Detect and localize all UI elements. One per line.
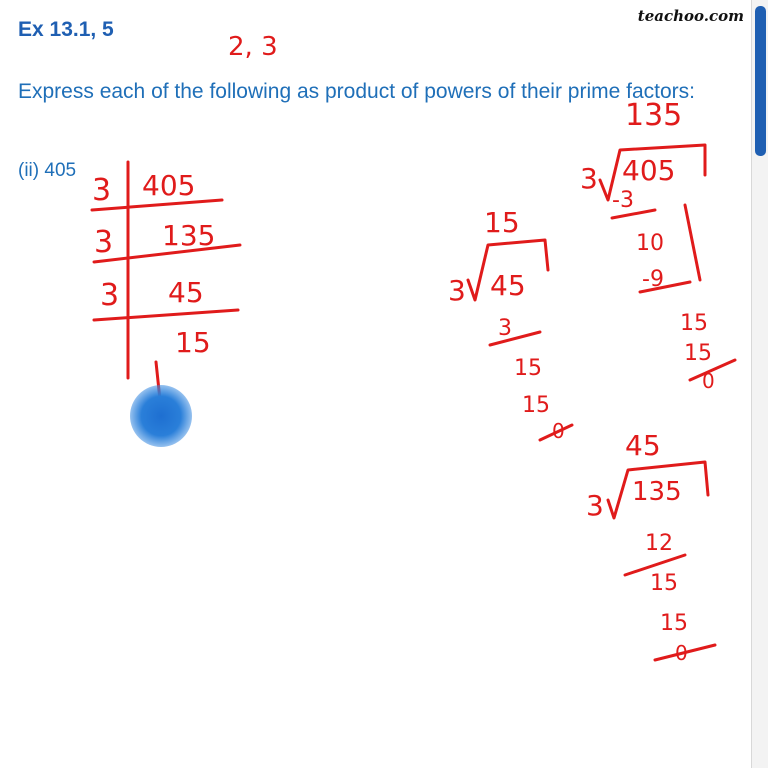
ladder-divisor-3: 3 [100, 278, 120, 313]
division-45-quotient: 15 [484, 206, 520, 239]
ladder-value-15: 15 [175, 326, 211, 359]
division-405-divisor: 3 [580, 162, 598, 195]
division-45-step-2: 15 [514, 356, 542, 381]
division-405-step-3: -9 [642, 267, 664, 292]
division-405-step-2: 10 [636, 231, 664, 256]
division-45-step-3: 15 [522, 393, 550, 418]
ladder-divisor-1: 3 [92, 173, 112, 208]
division-135-divisor: 3 [586, 489, 604, 522]
pen-cursor [130, 385, 192, 447]
question-text: Express each of the following as product of powers of their prime factors: [18, 80, 695, 103]
division-405-arrow [685, 205, 700, 280]
division-45-dividend: 45 [490, 269, 526, 302]
division-135-dividend: 135 [632, 477, 682, 507]
division-405-quotient: 135 [625, 98, 683, 133]
division-135-quotient: 45 [625, 429, 661, 462]
division-135-step-4: 0 [675, 641, 688, 665]
division-45-step-1: 3 [498, 316, 512, 341]
top-note: 2, 3 [228, 32, 278, 62]
brand-logo: teachoo.com [637, 7, 744, 25]
scrollbar-thumb[interactable] [755, 6, 766, 156]
division-135-step-1: 12 [645, 531, 673, 556]
ladder-value-45: 45 [168, 276, 204, 309]
division-405-dividend: 405 [622, 154, 676, 187]
division-135-step-3: 15 [660, 611, 688, 636]
division-405-step-4: 15 [680, 311, 708, 336]
division-45-step-4: 0 [552, 419, 565, 443]
division-405-step-6: 0 [702, 369, 715, 393]
division-405-step-1: -3 [612, 188, 634, 213]
division-405-step-5: 15 [684, 341, 712, 366]
division-45-divisor: 3 [448, 274, 466, 307]
ladder-divisor-2: 3 [94, 225, 114, 260]
ladder-value-405: 405 [142, 169, 196, 202]
question-part: (ii) 405 [18, 160, 77, 181]
scrollbar[interactable] [751, 0, 768, 768]
division-135-step-2: 15 [650, 571, 678, 596]
ladder-value-135: 135 [162, 219, 216, 252]
exercise-title: Ex 13.1, 5 [18, 18, 114, 41]
